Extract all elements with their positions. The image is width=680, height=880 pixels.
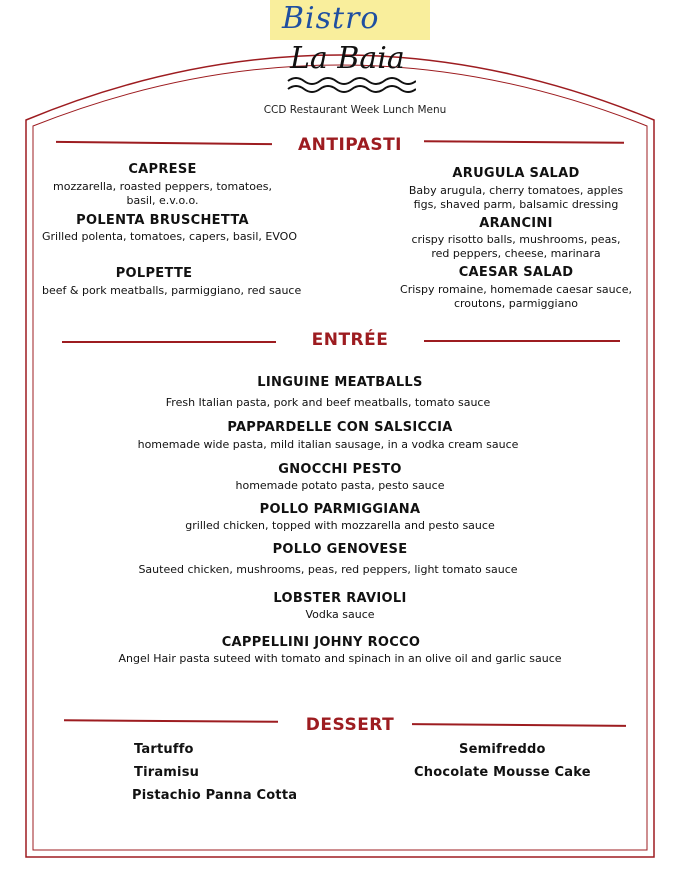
item-name: CAESAR SALAD [458,265,574,280]
item-name: LINGUINE MEATBALLS [257,375,423,390]
item-name: POLENTA BRUSCHETTA [76,213,249,228]
entree-cappellini-johny-rocco [30,635,650,666]
dessert-tiramisu: Tiramisu [134,765,200,780]
dessert-semifreddo: Semifreddo [459,742,546,757]
item-desc: Vodka sauce [305,608,375,621]
entree-heading: ENTRÉE [311,330,389,350]
dessert-tartuffo: Tartuffo [134,742,194,757]
item-name: CAPRESE [128,162,197,177]
item-desc: beef & pork meatballs, parmiggiano, red sauce [42,284,302,297]
entree-pollo-genovese [40,542,640,577]
dessert-chocolate-mousse-cake: Chocolate Mousse Cake [414,765,591,780]
waves-icon [286,76,416,94]
item-desc: homemade wide pasta, mild italian sausage, in a vodka cream sauce [137,438,519,451]
dessert-heading: DESSERT [305,715,395,735]
item-desc: basil, e.v.o.o. [126,194,199,207]
entree-rule-left [62,341,276,343]
antipasto-polpette [40,266,302,298]
entree-lobster-ravioli [40,591,640,622]
item-desc: mozzarella, roasted peppers, tomatoes, [53,180,272,193]
item-desc: Grilled polenta, tomatoes, capers, basil, EVOO [42,230,297,243]
item-desc: homemade potato pasta, pesto sauce [235,479,445,492]
item-desc: Fresh Italian pasta, pork and beef meatballs, tomato sauce [165,396,491,409]
entree-pollo-parmiggiana [40,502,640,533]
antipasti-heading: ANTIPASTI [297,135,403,155]
entree-linguine-meatballs [40,375,640,410]
item-name: POLLO PARMIGGIANA [259,502,421,517]
item-name: CAPPELLINI JOHNY ROCCO [221,635,421,650]
item-name: ARUGULA SALAD [452,166,580,181]
item-desc: Baby arugula, cherry tomatoes, apples [408,184,624,197]
item-desc: figs, shaved parm, balsamic dressing [413,198,619,211]
antipasto-caesar-salad [385,265,647,311]
menu-subtitle: CCD Restaurant Week Lunch Menu [263,104,447,116]
item-name: PAPPARDELLE CON SALSICCIA [227,420,453,435]
item-desc: crispy risotto balls, mushrooms, peas, [411,233,621,246]
antipasto-arugula-salad [385,166,647,212]
item-name: LOBSTER RAVIOLI [273,591,407,606]
item-name: POLLO GENOVESE [272,542,408,557]
logo-labaia-text: La Baia [290,41,405,76]
item-desc: grilled chicken, topped with mozzarella and pesto sauce [185,519,495,532]
dessert-pistachio-panna-cotta: Pistachio Panna Cotta [132,788,298,803]
entree-pappardelle [40,420,640,452]
antipasto-caprese [40,162,285,208]
entree-gnocchi-pesto [40,462,640,493]
item-name: POLPETTE [115,266,193,281]
item-desc: Sauteed chicken, mushrooms, peas, red peppers, light tomato sauce [138,563,518,576]
item-desc: Crispy romaine, homemade caesar sauce, [400,283,632,296]
item-name: GNOCCHI PESTO [278,462,402,477]
antipasto-arancini [385,216,647,261]
entree-rule-right [424,340,620,342]
logo-bistro-text: Bistro [282,1,380,36]
antipasto-polenta-bruschetta [40,213,297,244]
item-desc: croutons, parmiggiano [453,297,579,310]
item-desc: Angel Hair pasta suteed with tomato and spinach in an olive oil and garlic sauce [118,652,562,665]
item-name: ARANCINI [479,216,553,231]
item-desc: red peppers, cheese, marinara [431,247,601,260]
